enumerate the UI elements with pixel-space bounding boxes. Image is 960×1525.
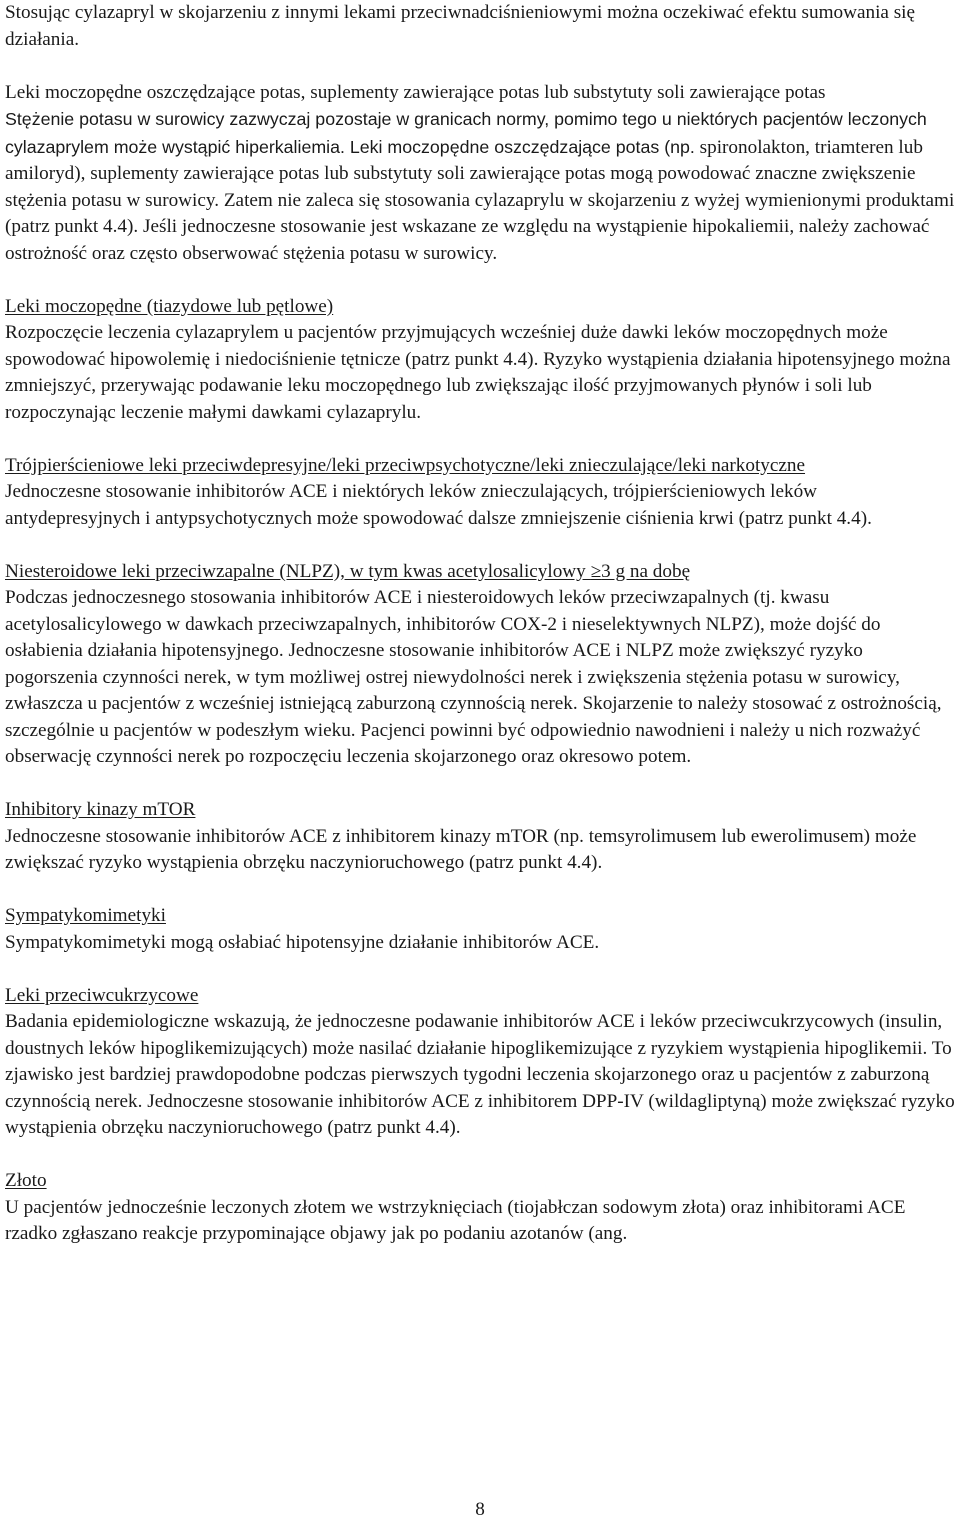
spacer bbox=[5, 53, 955, 80]
tricyclic-body: Jednoczesne stosowanie inhibitorów ACE i niektórych leków znieczulających, trójpierścieniowych leków antydepresyjnych i antypsychotycznych może spowodować dalsze zmniejszenie ciśnienia krwi (patrz punkt 4.4). bbox=[5, 481, 872, 529]
section-sympathomimetics bbox=[5, 903, 955, 956]
spacer bbox=[5, 532, 955, 559]
potassium-body-part3: Zatem nie zaleca się stosowania cylazaprylu w skojarzeniu z wyżej wymienionymi produktami (patrz punkt 4.4). bbox=[5, 189, 955, 237]
gold-heading: Złoto bbox=[5, 1170, 47, 1191]
section-tricyclic bbox=[5, 453, 955, 533]
potassium-heading: Leki moczopędne oszczędzające potas, suplementy zawierające potas lub substytuty soli zawierające potas bbox=[5, 81, 826, 103]
potassium-body-part4: Jeśli jednoczesne stosowanie jest wskazane ze względu na wystąpienie hipokaliemii, należy zachować ostrożność oraz często obserwować stężenia potasu w surowicy. bbox=[5, 216, 930, 264]
gold-body: U pacjentów jednocześnie leczonych złotem we wstrzyknięciach (tiojabłczan sodowym złota) oraz inhibitorami ACE rzadko zgłaszano reakcje przypominające objawy jak po podaniu azotanów (ang. bbox=[5, 1196, 906, 1244]
spacer bbox=[5, 1142, 955, 1169]
section-potassium bbox=[5, 80, 955, 268]
spacer bbox=[5, 267, 955, 294]
spacer bbox=[5, 426, 955, 453]
page-number: 8 bbox=[475, 1499, 485, 1520]
section-antidiabetics bbox=[5, 983, 955, 1142]
mtor-heading: Inhibitory kinazy mTOR bbox=[5, 799, 196, 820]
section-nsaids bbox=[5, 559, 955, 771]
spacer bbox=[5, 956, 955, 983]
intro-paragraph: Stosując cylazapryl w skojarzeniu z innymi lekami przeciwnadciśnieniowymi można oczekiwać efektu sumowania się działania. bbox=[5, 2, 916, 50]
potassium-body bbox=[5, 106, 955, 267]
spacer bbox=[5, 771, 955, 798]
antidiabetics-body: Badania epidemiologiczne wskazują, że jednoczesne podawanie inhibitorów ACE i leków przeciwcukrzycowych (insulin, doustnych leków hipoglikemizujących) może nasilać działanie hipoglikemizujące z ryzykiem wystąpienia hipoglikemii. To zjawisko jest bardziej prawdopodobne podczas pierwszych tygodni leczenia skojarzonego oraz u pacjentów z zaburzoną czynnością nerek. Jednoczesne stosowanie inhibitorów ACE z inhibitorem DPP-IV (wildagliptyną) może zwiększać ryzyko wystąpienia obrzęku naczynioruchowego (patrz punkt 4.4). bbox=[5, 1011, 955, 1138]
sympathomimetics-heading: Sympatykomimetyki bbox=[5, 905, 166, 926]
potassium-body-part2: spironolakton, triamteren lub amiloryd), suplementy zawierające potas lub substytuty soli zawierające potas mogą powodować znaczne zwiększenie stężenia potasu w surowicy. bbox=[5, 136, 923, 211]
spacer bbox=[5, 877, 955, 904]
section-diuretics bbox=[5, 294, 955, 427]
sympathomimetics-body: Sympatykomimetyki mogą osłabiać hipotensyjne działanie inhibitorów ACE. bbox=[5, 931, 600, 953]
nsaids-body: Podczas jednoczesnego stosowania inhibitorów ACE i niesteroidowych leków przeciwzapalnych (tj. kwasu acetylosalicylowego w dawkach przeciwzapalnych, inhibitorów COX-2 i nieselektywnych NLPZ), może dojść do osłabienia działania hipotensyjnego. Jednoczesne stosowanie inhibitorów ACE i NLPZ może zwiększyć ryzyko pogorszenia czynności nerek, w tym możliwej ostrej niewydolności nerek i zwiększenia stężenia potasu w surowicy, zwłaszcza u pacjentów z wcześniej istniejącą zaburzoną czynnością nerek. Skojarzenie to należy stosować z ostrożnością, szczególnie u pacjentów w podeszłym wieku. Pacjenci powinni być odpowiednio nawodnieni i należy u nich rozważyć obserwację czynności nerek po rozpoczęciu leczenia skojarzonego oraz okresowo potem. bbox=[5, 587, 942, 767]
diuretics-body: Rozpoczęcie leczenia cylazaprylem u pacjentów przyjmujących wcześniej duże dawki leków moczopędnych może spowodować hipowolemię i niedociśnienie tętnicze (patrz punkt 4.4). Ryzyko wystąpienia działania hipotensyjnego można zmniejszyć, przerywając podawanie leku moczopędnego lub zwiększając ilość przyjmowanych płynów i soli lub rozpoczynając leczenie małymi dawkami cylazaprylu. bbox=[5, 322, 951, 423]
antidiabetics-heading: Leki przeciwcukrzycowe bbox=[5, 984, 199, 1006]
mtor-body: Jednoczesne stosowanie inhibitorów ACE z inhibitorem kinazy mTOR (np. temsyrolimusem lub ewerolimusem) może zwiększać ryzyko wystąpienia obrzęku naczynioruchowego (patrz punkt 4.4). bbox=[5, 825, 917, 873]
nsaids-heading bbox=[5, 559, 955, 586]
tricyclic-heading: Trójpierścieniowe leki przeciwdepresyjne/leki przeciwpsychotyczne/leki znieczulające/leki narkotyczne bbox=[5, 454, 806, 476]
section-gold bbox=[5, 1168, 955, 1248]
document-page bbox=[5, 0, 955, 1248]
diuretics-heading: Leki moczopędne (tiazydowe lub pętlowe) bbox=[5, 295, 334, 317]
nsaids-heading-prefix: Niesteroidowe leki przeciwzapalne (NLPZ), w tym kwas acetylosalicylowy bbox=[5, 560, 591, 582]
section-mtor bbox=[5, 797, 955, 877]
potassium-body-part1: Stężenie potasu w surowicy zazwyczaj pozostaje w granicach normy, pomimo tego u niektórych pacjentów leczonych cylazaprylem może wystąpić hiperkaliemia. Leki moczopędne oszczędzające potas (np. bbox=[5, 109, 927, 157]
greater-or-equal-symbol: ≥ bbox=[590, 560, 602, 582]
nsaids-heading-suffix: 3 g na dobę bbox=[601, 560, 691, 582]
